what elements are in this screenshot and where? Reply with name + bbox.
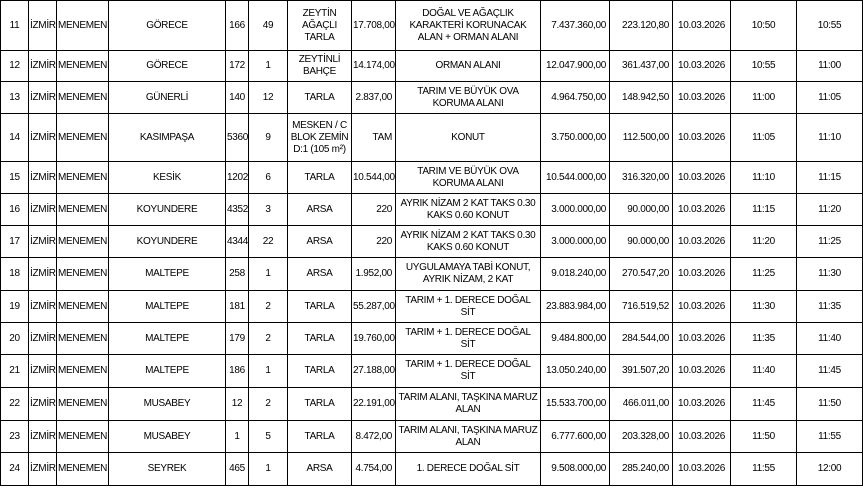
cell-zoning-status: DOĞAL VE AĞAÇLIK KARAKTERİ KORUNACAK ALAN + ORMAN ALANI xyxy=(396,1,541,51)
cell-block: 1202 xyxy=(226,162,249,194)
cell-auction-date: 10.03.2026 xyxy=(673,194,731,226)
cell-district: MENEMEN xyxy=(57,82,109,114)
cell-parcel: 3 xyxy=(249,194,288,226)
cell-property-type: ARSA xyxy=(288,194,352,226)
cell-estimated-price: 3.000.000,00 xyxy=(541,194,610,226)
cell-estimated-price: 9.484.800,00 xyxy=(541,323,610,355)
table-row xyxy=(1,453,863,486)
cell-property-type: TARLA xyxy=(288,388,352,421)
cell-province: İZMİR xyxy=(29,355,57,388)
cell-district: MENEMEN xyxy=(57,226,109,258)
cell-province: İZMİR xyxy=(29,162,57,194)
cell-row-number: 13 xyxy=(1,82,29,114)
cell-parcel: 9 xyxy=(249,114,288,162)
table-row xyxy=(1,291,863,323)
cell-deposit: 270.547,20 xyxy=(610,258,673,291)
cell-estimated-price: 7.437.360,00 xyxy=(541,1,610,51)
cell-row-number: 17 xyxy=(1,226,29,258)
cell-row-number: 21 xyxy=(1,355,29,388)
cell-province: İZMİR xyxy=(29,323,57,355)
cell-end-time: 11:55 xyxy=(797,421,863,453)
cell-neighborhood: KASIMPAŞA xyxy=(109,114,226,162)
cell-zoning-status: UYGULAMAYA TABİ KONUT, AYRIK NİZAM, 2 KAT xyxy=(396,258,541,291)
cell-block: 181 xyxy=(226,291,249,323)
table-row xyxy=(1,162,863,194)
cell-deposit: 90.000,00 xyxy=(610,226,673,258)
cell-row-number: 23 xyxy=(1,421,29,453)
cell-parcel: 2 xyxy=(249,291,288,323)
cell-block: 166 xyxy=(226,1,249,51)
cell-district: MENEMEN xyxy=(57,388,109,421)
cell-deposit: 284.544,00 xyxy=(610,323,673,355)
cell-block: 140 xyxy=(226,82,249,114)
cell-block: 4344 xyxy=(226,226,249,258)
cell-auction-date: 10.03.2026 xyxy=(673,453,731,486)
cell-start-time: 11:30 xyxy=(731,291,797,323)
cell-area: 1.952,00 xyxy=(352,258,396,291)
cell-district: MENEMEN xyxy=(57,421,109,453)
cell-neighborhood: KOYUNDERE xyxy=(109,226,226,258)
cell-block: 12 xyxy=(226,388,249,421)
cell-parcel: 1 xyxy=(249,453,288,486)
cell-neighborhood: MALTEPE xyxy=(109,258,226,291)
cell-district: MENEMEN xyxy=(57,453,109,486)
cell-zoning-status: TARIM + 1. DERECE DOĞAL SİT xyxy=(396,291,541,323)
cell-block: 186 xyxy=(226,355,249,388)
cell-zoning-status: TARIM + 1. DERECE DOĞAL SİT xyxy=(396,355,541,388)
cell-end-time: 11:15 xyxy=(797,162,863,194)
cell-row-number: 15 xyxy=(1,162,29,194)
cell-end-time: 11:10 xyxy=(797,114,863,162)
cell-row-number: 20 xyxy=(1,323,29,355)
cell-province: İZMİR xyxy=(29,114,57,162)
cell-end-time: 11:30 xyxy=(797,258,863,291)
cell-parcel: 1 xyxy=(249,258,288,291)
cell-start-time: 11:20 xyxy=(731,226,797,258)
cell-end-time: 10:55 xyxy=(797,1,863,51)
cell-block: 4352 xyxy=(226,194,249,226)
cell-area: 220 xyxy=(352,226,396,258)
cell-auction-date: 10.03.2026 xyxy=(673,291,731,323)
table-row xyxy=(1,51,863,82)
cell-parcel: 2 xyxy=(249,323,288,355)
cell-start-time: 11:50 xyxy=(731,421,797,453)
cell-row-number: 11 xyxy=(1,1,29,51)
cell-zoning-status: TARIM ALANI, TAŞKINA MARUZ ALAN xyxy=(396,388,541,421)
cell-district: MENEMEN xyxy=(57,194,109,226)
cell-property-type: TARLA xyxy=(288,323,352,355)
cell-province: İZMİR xyxy=(29,51,57,82)
cell-province: İZMİR xyxy=(29,226,57,258)
cell-neighborhood: GÖRECE xyxy=(109,51,226,82)
cell-property-type: ARSA xyxy=(288,226,352,258)
cell-property-type: TARLA xyxy=(288,162,352,194)
cell-end-time: 11:45 xyxy=(797,355,863,388)
cell-property-type: TARLA xyxy=(288,421,352,453)
cell-block: 258 xyxy=(226,258,249,291)
table-row xyxy=(1,1,863,51)
table-body xyxy=(1,1,863,486)
cell-district: MENEMEN xyxy=(57,1,109,51)
cell-neighborhood: KOYUNDERE xyxy=(109,194,226,226)
cell-area: 8.472,00 xyxy=(352,421,396,453)
cell-deposit: 361.437,00 xyxy=(610,51,673,82)
cell-estimated-price: 3.000.000,00 xyxy=(541,226,610,258)
cell-parcel: 1 xyxy=(249,51,288,82)
cell-start-time: 10:55 xyxy=(731,51,797,82)
cell-start-time: 11:05 xyxy=(731,114,797,162)
cell-zoning-status: TARIM + 1. DERECE DOĞAL SİT xyxy=(396,323,541,355)
cell-area: 19.760,00 xyxy=(352,323,396,355)
cell-parcel: 49 xyxy=(249,1,288,51)
cell-neighborhood: MUSABEY xyxy=(109,388,226,421)
cell-property-type: ARSA xyxy=(288,453,352,486)
cell-district: MENEMEN xyxy=(57,258,109,291)
table-row xyxy=(1,226,863,258)
cell-row-number: 24 xyxy=(1,453,29,486)
cell-area: 10.544,00 xyxy=(352,162,396,194)
cell-area: 55.287,00 xyxy=(352,291,396,323)
cell-end-time: 11:50 xyxy=(797,388,863,421)
table-row xyxy=(1,355,863,388)
cell-deposit: 466.011,00 xyxy=(610,388,673,421)
cell-zoning-status: KONUT xyxy=(396,114,541,162)
cell-start-time: 11:00 xyxy=(731,82,797,114)
cell-deposit: 223.120,80 xyxy=(610,1,673,51)
cell-estimated-price: 15.533.700,00 xyxy=(541,388,610,421)
cell-end-time: 11:35 xyxy=(797,291,863,323)
cell-area: 22.191,00 xyxy=(352,388,396,421)
cell-neighborhood: MALTEPE xyxy=(109,323,226,355)
cell-auction-date: 10.03.2026 xyxy=(673,323,731,355)
cell-estimated-price: 9.018.240,00 xyxy=(541,258,610,291)
table-row xyxy=(1,388,863,421)
cell-block: 465 xyxy=(226,453,249,486)
cell-estimated-price: 12.047.900,00 xyxy=(541,51,610,82)
cell-zoning-status: TARIM VE BÜYÜK OVA KORUMA ALANI xyxy=(396,82,541,114)
cell-zoning-status: AYRIK NİZAM 2 KAT TAKS 0.30 KAKS 0.60 KONUT xyxy=(396,226,541,258)
cell-district: MENEMEN xyxy=(57,114,109,162)
cell-row-number: 22 xyxy=(1,388,29,421)
cell-province: İZMİR xyxy=(29,194,57,226)
cell-property-type: MESKEN / C BLOK ZEMİN D:1 (105 m²) xyxy=(288,114,352,162)
cell-auction-date: 10.03.2026 xyxy=(673,51,731,82)
cell-district: MENEMEN xyxy=(57,162,109,194)
cell-parcel: 1 xyxy=(249,355,288,388)
cell-area: 220 xyxy=(352,194,396,226)
cell-start-time: 11:35 xyxy=(731,323,797,355)
cell-province: İZMİR xyxy=(29,453,57,486)
table-row xyxy=(1,421,863,453)
table-row xyxy=(1,82,863,114)
table-row xyxy=(1,114,863,162)
cell-estimated-price: 23.883.984,00 xyxy=(541,291,610,323)
cell-start-time: 11:45 xyxy=(731,388,797,421)
cell-province: İZMİR xyxy=(29,291,57,323)
cell-province: İZMİR xyxy=(29,421,57,453)
table-row xyxy=(1,194,863,226)
cell-auction-date: 10.03.2026 xyxy=(673,162,731,194)
cell-neighborhood: KESİK xyxy=(109,162,226,194)
cell-parcel: 2 xyxy=(249,388,288,421)
cell-district: MENEMEN xyxy=(57,51,109,82)
cell-start-time: 11:10 xyxy=(731,162,797,194)
cell-property-type: ARSA xyxy=(288,258,352,291)
cell-row-number: 16 xyxy=(1,194,29,226)
cell-deposit: 112.500,00 xyxy=(610,114,673,162)
cell-neighborhood: MALTEPE xyxy=(109,355,226,388)
cell-auction-date: 10.03.2026 xyxy=(673,114,731,162)
cell-block: 179 xyxy=(226,323,249,355)
cell-end-time: 12:00 xyxy=(797,453,863,486)
cell-deposit: 391.507,20 xyxy=(610,355,673,388)
cell-area: TAM xyxy=(352,114,396,162)
cell-parcel: 12 xyxy=(249,82,288,114)
cell-start-time: 11:25 xyxy=(731,258,797,291)
cell-zoning-status: 1. DERECE DOĞAL SİT xyxy=(396,453,541,486)
cell-property-type: ZEYTİN AĞAÇLI TARLA xyxy=(288,1,352,51)
cell-neighborhood: MALTEPE xyxy=(109,291,226,323)
cell-deposit: 316.320,00 xyxy=(610,162,673,194)
cell-area: 17.708,00 xyxy=(352,1,396,51)
cell-row-number: 19 xyxy=(1,291,29,323)
cell-district: MENEMEN xyxy=(57,323,109,355)
cell-area: 14.174,00 xyxy=(352,51,396,82)
cell-area: 2.837,00 xyxy=(352,82,396,114)
cell-block: 1 xyxy=(226,421,249,453)
cell-estimated-price: 6.777.600,00 xyxy=(541,421,610,453)
cell-start-time: 11:55 xyxy=(731,453,797,486)
cell-zoning-status: ORMAN ALANI xyxy=(396,51,541,82)
cell-province: İZMİR xyxy=(29,388,57,421)
table-row xyxy=(1,323,863,355)
cell-estimated-price: 4.964.750,00 xyxy=(541,82,610,114)
cell-estimated-price: 9.508.000,00 xyxy=(541,453,610,486)
cell-property-type: TARLA xyxy=(288,82,352,114)
cell-property-type: ZEYTİNLİ BAHÇE xyxy=(288,51,352,82)
cell-parcel: 22 xyxy=(249,226,288,258)
cell-block: 5360 xyxy=(226,114,249,162)
cell-zoning-status: TARIM VE BÜYÜK OVA KORUMA ALANI xyxy=(396,162,541,194)
cell-row-number: 18 xyxy=(1,258,29,291)
cell-deposit: 148.942,50 xyxy=(610,82,673,114)
cell-neighborhood: GÖRECE xyxy=(109,1,226,51)
cell-auction-date: 10.03.2026 xyxy=(673,421,731,453)
cell-auction-date: 10.03.2026 xyxy=(673,1,731,51)
cell-start-time: 11:40 xyxy=(731,355,797,388)
cell-start-time: 10:50 xyxy=(731,1,797,51)
cell-deposit: 203.328,00 xyxy=(610,421,673,453)
cell-auction-date: 10.03.2026 xyxy=(673,258,731,291)
cell-deposit: 285.240,00 xyxy=(610,453,673,486)
cell-province: İZMİR xyxy=(29,258,57,291)
cell-parcel: 5 xyxy=(249,421,288,453)
cell-zoning-status: TARIM ALANI, TAŞKINA MARUZ ALAN xyxy=(396,421,541,453)
cell-estimated-price: 3.750.000,00 xyxy=(541,114,610,162)
cell-area: 27.188,00 xyxy=(352,355,396,388)
cell-neighborhood: GÜNERLİ xyxy=(109,82,226,114)
cell-deposit: 90.000,00 xyxy=(610,194,673,226)
cell-end-time: 11:40 xyxy=(797,323,863,355)
cell-property-type: TARLA xyxy=(288,355,352,388)
cell-neighborhood: SEYREK xyxy=(109,453,226,486)
cell-district: MENEMEN xyxy=(57,291,109,323)
cell-end-time: 11:05 xyxy=(797,82,863,114)
cell-end-time: 11:00 xyxy=(797,51,863,82)
cell-area: 4.754,00 xyxy=(352,453,396,486)
cell-end-time: 11:25 xyxy=(797,226,863,258)
cell-property-type: TARLA xyxy=(288,291,352,323)
cell-neighborhood: MUSABEY xyxy=(109,421,226,453)
cell-auction-date: 10.03.2026 xyxy=(673,82,731,114)
cell-row-number: 14 xyxy=(1,114,29,162)
cell-province: İZMİR xyxy=(29,1,57,51)
cell-auction-date: 10.03.2026 xyxy=(673,226,731,258)
cell-zoning-status: AYRIK NİZAM 2 KAT TAKS 0.30 KAKS 0.60 KONUT xyxy=(396,194,541,226)
cell-auction-date: 10.03.2026 xyxy=(673,388,731,421)
cell-block: 172 xyxy=(226,51,249,82)
cell-start-time: 11:15 xyxy=(731,194,797,226)
cell-row-number: 12 xyxy=(1,51,29,82)
cell-deposit: 716.519,52 xyxy=(610,291,673,323)
cell-district: MENEMEN xyxy=(57,355,109,388)
cell-end-time: 11:20 xyxy=(797,194,863,226)
cell-auction-date: 10.03.2026 xyxy=(673,355,731,388)
cell-estimated-price: 10.544.000,00 xyxy=(541,162,610,194)
cell-province: İZMİR xyxy=(29,82,57,114)
cell-parcel: 6 xyxy=(249,162,288,194)
cell-estimated-price: 13.050.240,00 xyxy=(541,355,610,388)
table-row xyxy=(1,258,863,291)
